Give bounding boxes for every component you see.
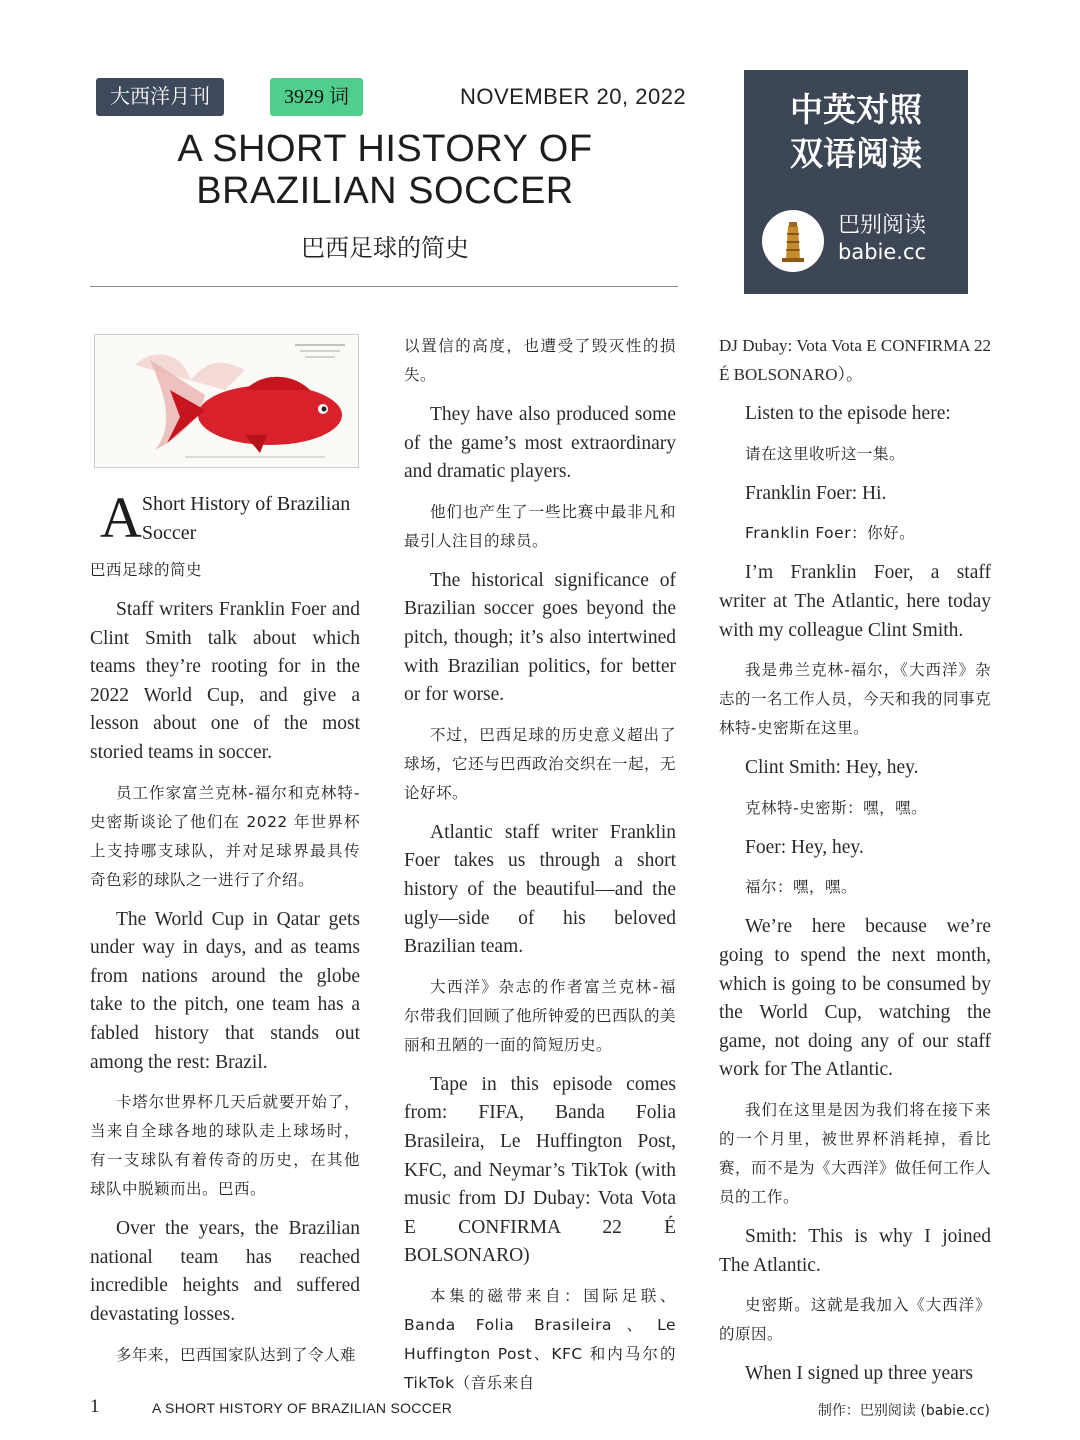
paragraph-cn: 请在这里收听这一集。 — [745, 444, 906, 463]
paragraph-en: We’re here because we’re going to spend the next month, which is going to be consumed by the World Cup, watching the game, not doing any of our staff work for The Atlantic. — [719, 916, 991, 1081]
paragraph-cn: 卡塔尔世界杯几天后就要开始了，当来自全球各地的球队走上球场时，有一支球队有着传奇的历史，在其他球队中脱颖而出。巴西。 — [90, 1093, 360, 1199]
brand-url: babie.cc — [838, 240, 927, 264]
paragraph-en: I’m Franklin Foer, a staff writer at The Atlantic, here today with my colleague Clint Smith. — [719, 562, 991, 641]
brand-name: 巴别阅读 — [838, 213, 927, 238]
paragraph-en: They have also produced some of the game’s most extraordinary and dramatic players. — [404, 404, 676, 483]
paragraph-cn: DJ Dubay: Vota Vota E CONFIRMA 22 É BOLSONARO）。 — [719, 336, 991, 384]
paragraph-en: The historical significance of Brazilian soccer goes beyond the pitch, though; it’s also intertwined with Brazilian politics, for better or for worse. — [404, 569, 676, 706]
paragraph-en: Listen to the episode here: — [745, 403, 951, 425]
paragraph-cn: 巴西足球的简史 — [90, 561, 203, 579]
paragraph-cn: 他们也产生了一些比赛中最非凡和最引人注目的球员。 — [404, 502, 676, 550]
paragraph-cn: Franklin Foer：你好。 — [745, 524, 916, 543]
article-intro — [90, 485, 360, 550]
paragraph-cn: 福尔：嘿，嘿。 — [745, 878, 858, 897]
page-number: 1 — [90, 1396, 100, 1417]
paragraph-en: Franklin Foer: Hi. — [745, 482, 887, 504]
paragraph-cn: 不过，巴西足球的历史意义超出了球场，它还与巴西政治交织在一起，无论好坏。 — [404, 725, 677, 802]
page-subtitle: 巴西足球的简史 — [301, 234, 469, 262]
publication-date: NOVEMBER 20, 2022 — [460, 84, 687, 109]
magazine-badge: 大西洋月刊 — [96, 78, 224, 116]
red-fish-illustration — [94, 334, 359, 468]
column-2 — [404, 332, 676, 1409]
header-divider — [90, 286, 678, 287]
paragraph-cn: 大西洋》杂志的作者富兰克林-福尔带我们回顾了他所钟爱的巴西队的美丽和丑陋的一面的简短历史。 — [404, 977, 677, 1054]
paragraph-en: The World Cup in Qatar gets under way in days, and as teams from nations around the globe take to the pitch, one team has a fabled history that stands out among the rest: Brazil. — [90, 908, 360, 1073]
tower-logo-icon — [762, 210, 824, 272]
page-title: A SHORT HISTORY OF BRAZILIAN SOCCER — [177, 128, 593, 212]
paragraph-en: Foer: Hey, hey. — [745, 836, 864, 858]
brand-headline-line2: 双语阅读 — [790, 134, 922, 173]
column-1 — [90, 332, 360, 1381]
paragraph-en: When I signed up three years — [745, 1363, 973, 1385]
paragraph-cn: 史密斯。这就是我加入《大西洋》的原因。 — [719, 1296, 991, 1344]
paragraph-en: Staff writers Franklin Foer and Clint Smith talk about which teams they’re rooting for in the 2022 World Cup, and give a lesson about one of the most storied teams in soccer. — [90, 599, 360, 763]
paragraph-cn: 克林特-史密斯：嘿，嘿。 — [745, 798, 928, 817]
paragraph-cn: 我们在这里是因为我们将在接下来的一个月里，被世界杯消耗掉，看比赛，而不是为《大西洋》做任何工作人员的工作。 — [719, 1100, 992, 1206]
brand-headline-line1: 中英对照 — [790, 90, 922, 129]
intro-title: Short History of Brazilian Soccer — [141, 493, 351, 544]
word-count-badge: 3929 词 — [270, 78, 363, 116]
paragraph-cn: 我是弗兰克林-福尔，《大西洋》杂志的一名工作人员，今天和我的同事克林特-史密斯在这里。 — [719, 661, 992, 738]
running-title: A SHORT HISTORY OF BRAZILIAN SOCCER — [152, 1400, 453, 1416]
paragraph-cn: 以置信的高度，也遭受了毁灭性的损失。 — [404, 337, 676, 384]
drop-cap: A — [100, 485, 142, 550]
paragraph-en: Clint Smith: Hey, hey. — [745, 757, 919, 779]
paragraph-cn: 多年来，巴西国家队达到了令人难 — [116, 1345, 357, 1364]
footer-credit: 制作：巴别阅读 (babie.cc) — [817, 1403, 990, 1419]
paragraph-en: Smith: This is why I joined The Atlantic. — [719, 1225, 991, 1276]
paragraph-cn: 本集的磁带来自：国际足联、Banda Folia Brasileira、Le Huffington Post、KFC 和内马尔的 TikTok（音乐来自 — [404, 1286, 676, 1392]
paragraph-en: Over the years, the Brazilian national team has reached incredible heights and suffered devastating losses. — [90, 1218, 360, 1325]
paragraph-en: Tape in this episode comes from: FIFA, Banda Folia Brasileira, Le Huffington Post, KFC, and Neymar’s TikTok (with music from DJ Dubay: Vota Vota E CONFIRMA 22 É BOLSONARO) — [404, 1073, 676, 1267]
column-3 — [719, 332, 991, 1400]
paragraph-cn: 员工作家富兰克林-福尔和克林特-史密斯谈论了他们在 2022 年世界杯上支持哪支球队，并对足球界最具传奇色彩的球队之一进行了介绍。 — [90, 783, 360, 889]
paragraph-en: Atlantic staff writer Franklin Foer takes us through a short history of the beautiful—and the ugly—side of his beloved Brazilian team. — [404, 821, 676, 958]
brand-panel — [744, 70, 968, 294]
brand-headline — [744, 88, 968, 176]
